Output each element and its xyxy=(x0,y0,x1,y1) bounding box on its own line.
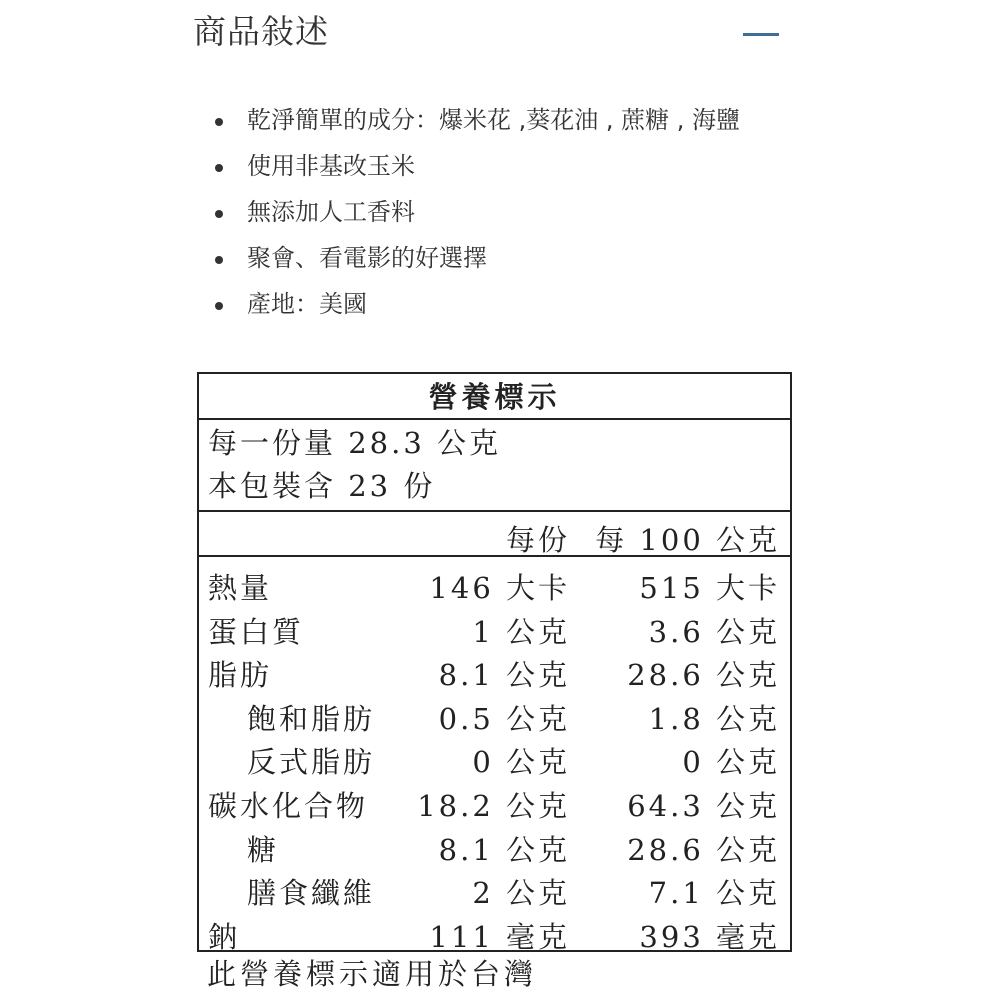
table-row xyxy=(199,822,790,866)
nutrient-name: 脂肪 xyxy=(208,658,273,693)
per-serving-value: 0 公克 xyxy=(472,745,570,780)
per-serving-value: 1 公克 xyxy=(472,614,570,649)
table-row xyxy=(199,691,790,735)
list-item: 聚會、看電影的好選擇 xyxy=(215,244,775,273)
section-title: 商品敍述 xyxy=(193,12,329,51)
list-item: 乾淨簡單的成分：爆米花 ,葵花油 , 蔗糖 , 海鹽 xyxy=(215,106,747,135)
table-row xyxy=(199,909,790,953)
column-header-per-100g: 每 100 公克 xyxy=(595,523,780,557)
table-row xyxy=(199,865,790,909)
per-100g-value: 7.1 公克 xyxy=(648,876,780,911)
section-header xyxy=(193,8,793,58)
nutrient-name: 碳水化合物 xyxy=(208,788,369,823)
serving-size: 每一份量 28.3 公克 xyxy=(208,426,502,460)
table-row xyxy=(199,647,790,691)
nutrition-footnote: 此營養標示適用於台灣 xyxy=(207,957,538,991)
table-row xyxy=(199,778,790,822)
nutrient-name: 鈉 xyxy=(208,919,241,954)
nutrient-name: 糖 xyxy=(247,832,280,867)
table-row xyxy=(199,734,790,778)
per-100g-value: 64.3 公克 xyxy=(627,788,780,823)
collapse-toggle-button[interactable] xyxy=(741,14,785,50)
per-serving-value: 146 大卡 xyxy=(429,571,570,605)
column-header-per-serving: 每份 xyxy=(505,523,570,557)
nutrient-name: 熱量 xyxy=(208,571,273,605)
per-serving-value: 8.1 公克 xyxy=(438,658,570,693)
nutrient-name: 飽和脂肪 xyxy=(247,701,376,736)
nutrition-title: 營養標示 xyxy=(199,374,790,420)
list-item: 產地：美國 xyxy=(215,290,775,319)
per-100g-value: 393 毫克 xyxy=(639,919,780,954)
per-serving-value: 8.1 公克 xyxy=(438,832,570,867)
list-item: 使用非基改玉米 xyxy=(215,152,775,181)
column-header-row xyxy=(199,512,790,557)
description-list xyxy=(215,106,775,336)
per-serving-value: 0.5 公克 xyxy=(438,701,570,736)
nutrient-name: 膳食纖維 xyxy=(247,876,376,911)
per-serving-value: 2 公克 xyxy=(472,876,570,911)
list-item: 無添加人工香料 xyxy=(215,198,775,227)
serving-info xyxy=(199,422,790,512)
per-100g-value: 515 大卡 xyxy=(639,571,780,605)
per-100g-value: 28.6 公克 xyxy=(627,832,780,867)
per-100g-value: 0 公克 xyxy=(682,745,780,780)
per-serving-value: 111 毫克 xyxy=(429,919,570,954)
nutrient-name: 反式脂肪 xyxy=(247,745,376,780)
nutrition-facts-table xyxy=(197,372,792,952)
per-100g-value: 3.6 公克 xyxy=(648,614,780,649)
table-row xyxy=(199,604,790,648)
per-100g-value: 28.6 公克 xyxy=(627,658,780,693)
nutrition-rows xyxy=(199,557,790,952)
servings-per-pack: 本包裝含 23 份 xyxy=(208,469,436,503)
per-100g-value: 1.8 公克 xyxy=(648,701,780,736)
table-row xyxy=(199,560,790,604)
per-serving-value: 18.2 公克 xyxy=(417,788,570,823)
nutrient-name: 蛋白質 xyxy=(208,614,305,649)
minus-collapse-icon xyxy=(743,33,779,36)
